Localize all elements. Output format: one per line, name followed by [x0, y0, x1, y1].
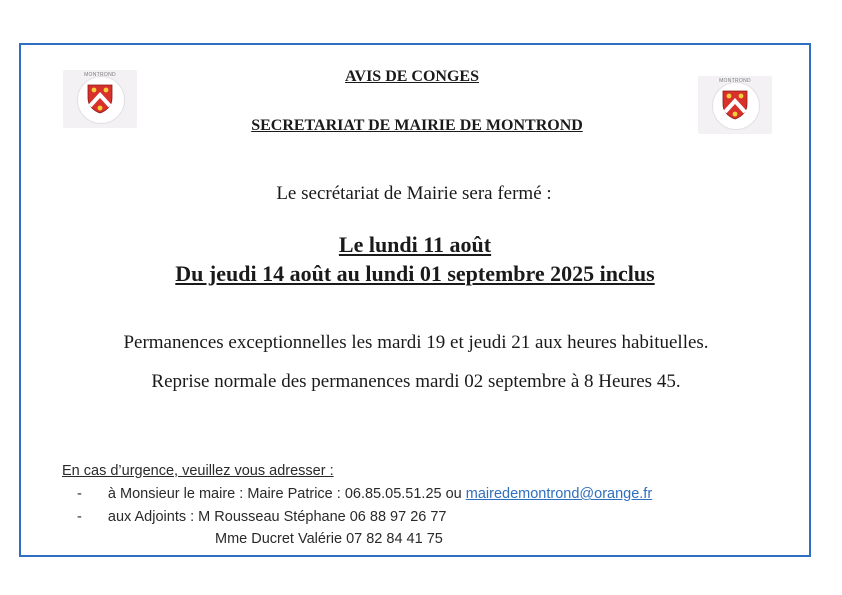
bullet: -	[77, 486, 82, 502]
coat-of-arms-icon	[722, 90, 748, 120]
deputies-contact-text: aux Adjoints : M Rousseau Stéphane 06 88 97 26 77	[107, 509, 447, 525]
bullet: -	[77, 509, 82, 525]
contact-item-deputies	[77, 509, 446, 525]
emergency-heading: En cas d’urgence, veuillez vous adresser :	[62, 463, 334, 479]
intro-text: Le secrétariat de Mairie sera fermé :	[276, 183, 552, 204]
crest-town-label: MONTROND	[719, 78, 751, 84]
closure-date-2: Du jeudi 14 août au lundi 01 septembre 2025 inclus	[175, 261, 655, 286]
resume-text: Reprise normale des permanences mardi 02 septembre à 8 Heures 45.	[151, 371, 681, 392]
exceptional-hours-text: Permanences exceptionnelles les mardi 19 et jeudi 21 aux heures habituelles.	[123, 332, 709, 353]
email-link[interactable]: mairedemontrond@orange.fr	[465, 486, 653, 502]
contact-item-mayor	[77, 486, 652, 502]
notice-title: AVIS DE CONGES	[345, 68, 479, 85]
closure-date-1: Le lundi 11 août	[338, 232, 492, 257]
mayor-contact-text: à Monsieur le maire : Maire Patrice : 06.85.05.51.25 ou	[107, 486, 466, 502]
coat-of-arms-icon	[87, 84, 113, 114]
notice-subtitle: SECRETARIAT DE MAIRIE DE MONTROND	[251, 117, 583, 134]
crest-town-label: MONTROND	[84, 72, 116, 78]
deputy-contact-extra: Mme Ducret Valérie 07 82 84 41 75	[215, 531, 443, 547]
